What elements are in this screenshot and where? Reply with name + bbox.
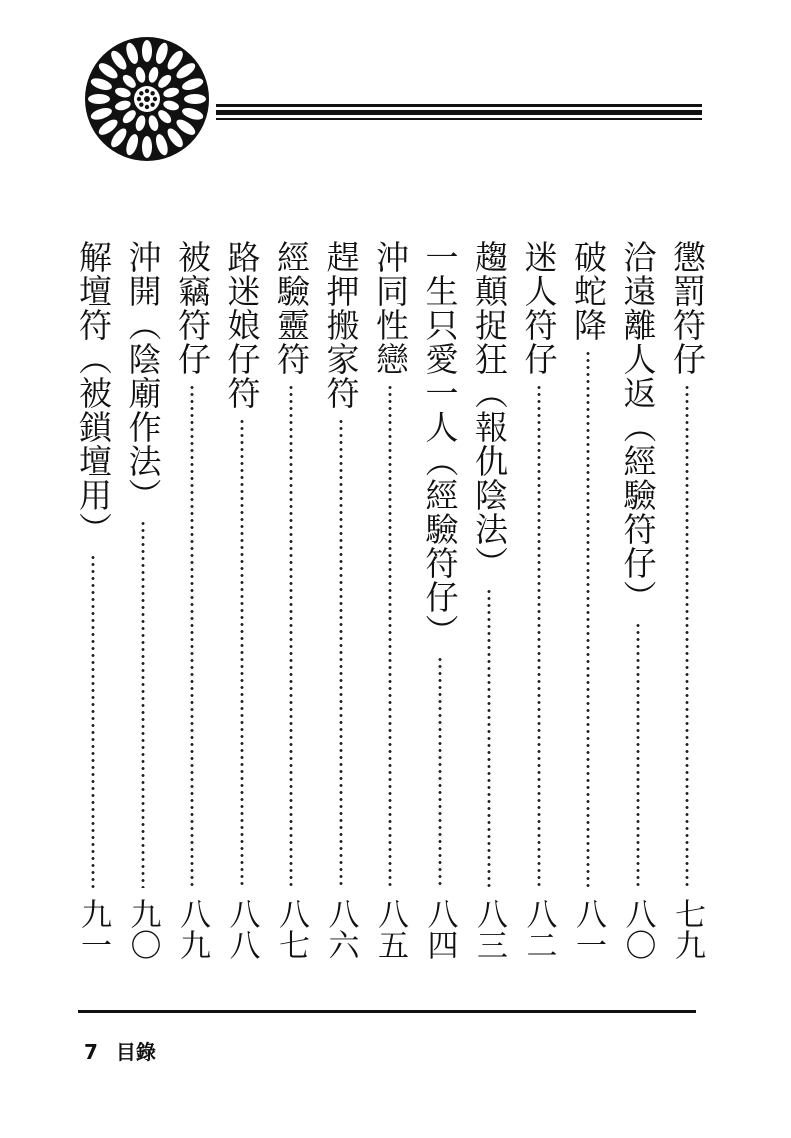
toc-entry-title: 破蛇降 (569, 240, 608, 342)
table-of-contents (70, 240, 710, 960)
toc-entry-page: 八八 (223, 898, 260, 960)
dot-leader (289, 384, 293, 888)
toc-entry[interactable] (220, 240, 264, 960)
toc-entry-page: 八五 (372, 898, 408, 960)
toc-entry-page: 八九 (174, 898, 210, 960)
toc-entry-page: 九〇 (124, 898, 161, 960)
dot-leader (487, 588, 491, 888)
toc-entry[interactable] (170, 240, 214, 960)
toc-entry-title: 路迷娘仔符 (222, 240, 262, 410)
toc-entry-title: 洽遠離人返（經驗符仔） (618, 240, 658, 614)
lotus-rosette-icon (84, 36, 210, 162)
toc-entry[interactable] (71, 240, 115, 960)
dot-leader (339, 418, 343, 888)
dot-leader (586, 350, 590, 888)
dot-leader (388, 384, 392, 888)
dot-leader (438, 656, 442, 888)
toc-entry-page: 九一 (75, 898, 111, 960)
toc-entry-title: 沖開（陰廟作法） (123, 240, 163, 512)
toc-entry-title: 懲罰符仔 (668, 240, 707, 376)
toc-entry[interactable] (368, 240, 412, 960)
toc-entry[interactable] (665, 240, 709, 960)
dot-leader (141, 520, 145, 888)
page-number: 7 (84, 1040, 98, 1064)
toc-entry-page: 八二 (520, 898, 557, 960)
toc-entry-page: 八〇 (619, 898, 656, 960)
toc-entry-page: 八一 (570, 898, 606, 960)
toc-entry[interactable] (121, 240, 165, 960)
toc-entry[interactable] (418, 240, 462, 960)
toc-entry[interactable] (616, 240, 660, 960)
toc-entry-title: 解壇符（被鎖壇用） (74, 240, 113, 546)
dot-leader (636, 622, 640, 888)
footer-rule (78, 1010, 696, 1013)
dot-leader (537, 384, 541, 888)
toc-entry-title: 迷人符仔 (519, 240, 559, 376)
toc-entry-title: 經驗靈符 (272, 240, 311, 376)
toc-entry[interactable] (566, 240, 610, 960)
header-rule (216, 104, 702, 128)
toc-entry-page: 八三 (471, 898, 507, 960)
toc-entry[interactable] (517, 240, 561, 960)
toc-entry-page: 八四 (421, 898, 458, 960)
toc-entry[interactable] (269, 240, 313, 960)
dot-leader (190, 384, 194, 888)
toc-entry[interactable] (467, 240, 511, 960)
page-footer (84, 1036, 156, 1065)
dot-leader (91, 554, 95, 888)
toc-entry-page: 八七 (273, 898, 309, 960)
toc-entry-title: 沖同性戀 (371, 240, 410, 376)
section-title: 目錄 (115, 1040, 156, 1064)
dot-leader (240, 418, 244, 888)
dot-leader (685, 384, 689, 888)
toc-entry-title: 趕押搬家符 (321, 240, 361, 410)
toc-entry-page: 八六 (322, 898, 359, 960)
toc-entry-title: 被竊符仔 (173, 240, 212, 376)
toc-entry-title: 一生只愛一人（經驗符仔） (420, 240, 460, 648)
toc-entry-title: 趨顛捉狂（報仇陰法） (470, 240, 509, 580)
toc-entry[interactable] (319, 240, 363, 960)
toc-entry-page: 七九 (669, 898, 705, 960)
